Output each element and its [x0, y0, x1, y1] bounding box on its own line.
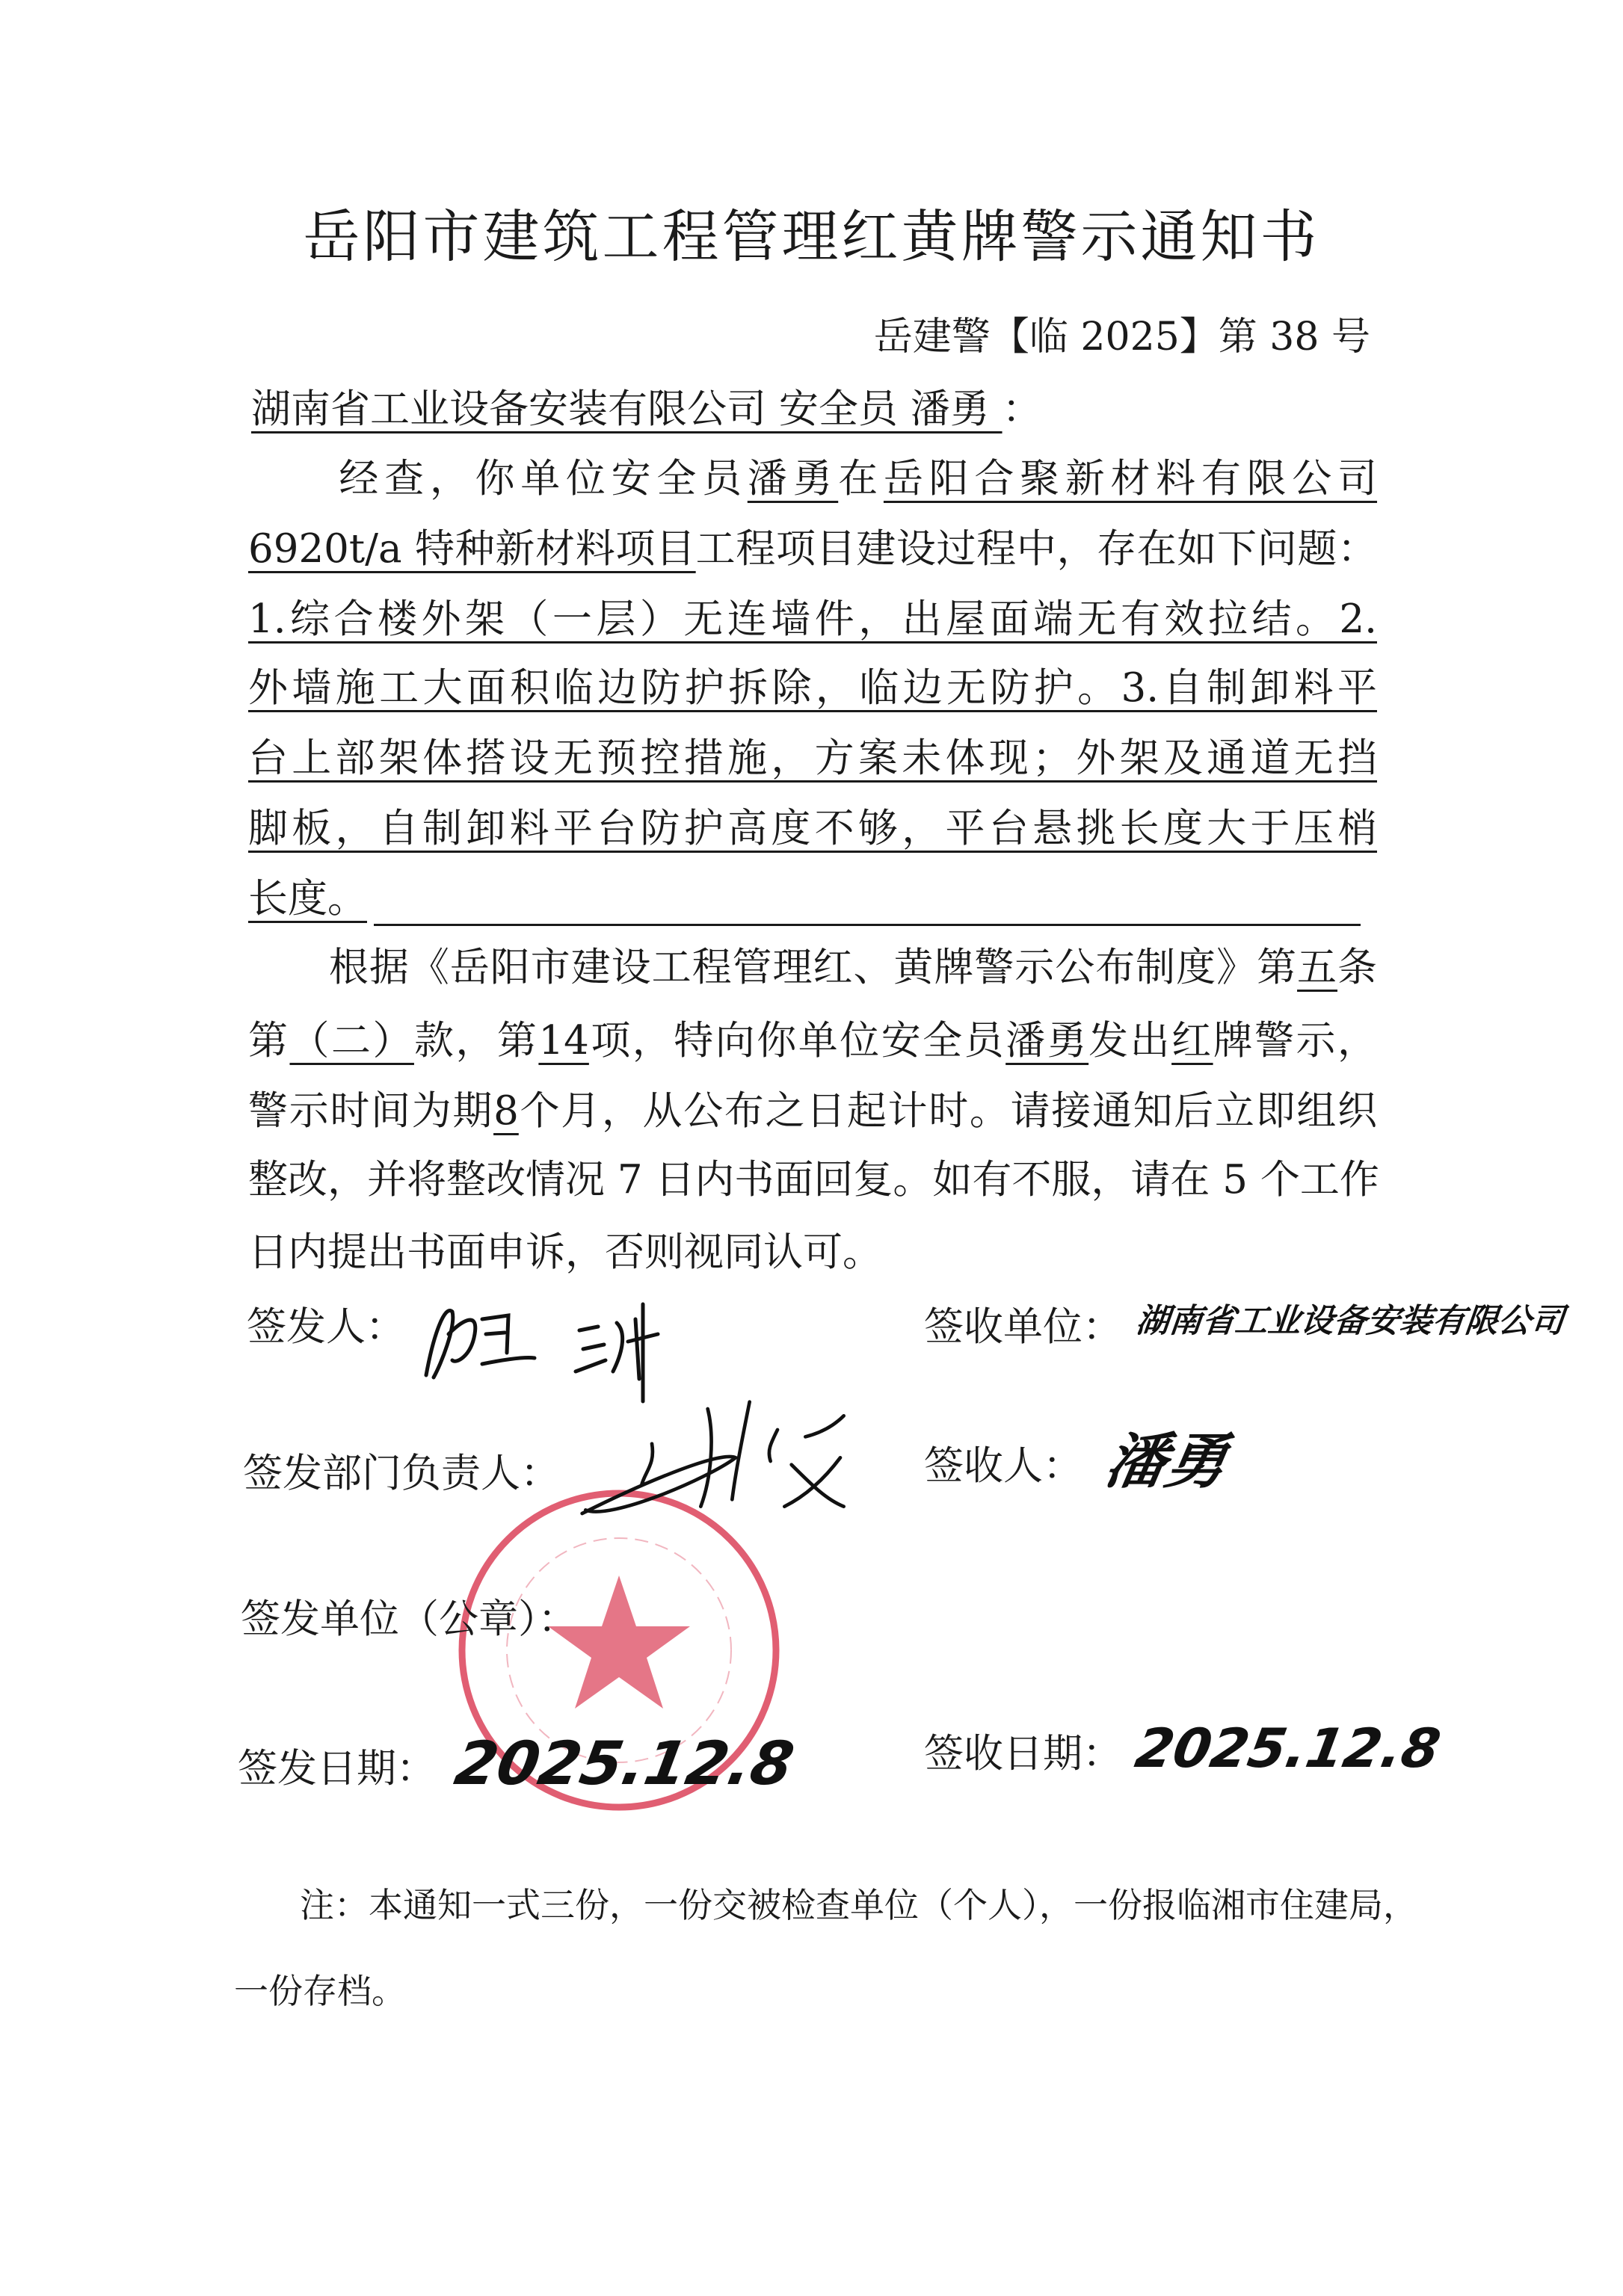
recipient-handwritten: 潘勇: [1100, 1427, 1233, 1496]
trailing-underline: [374, 924, 1361, 926]
note-line-2: 一份存档。: [234, 1971, 406, 2011]
text-segment: 警示时间为期: [248, 1088, 494, 1134]
text-segment: 第: [248, 1018, 290, 1064]
filled-blank: 8: [493, 1088, 519, 1134]
text-segment: 日内提出书面申诉，否则视同认可。: [248, 1229, 882, 1275]
text-line: [248, 1015, 1377, 1067]
issuer-label: 签发人：: [247, 1304, 405, 1350]
document-title: 岳阳市建筑工程管理红黄牌警示通知书: [303, 203, 1320, 270]
text-line: [248, 1085, 1377, 1138]
text-segment: 发出: [1088, 1018, 1172, 1064]
text-segment: 经查，你单位安全员: [248, 456, 748, 502]
text-line: [248, 593, 1377, 646]
text-segment: 款，第: [413, 1018, 539, 1064]
receive-date-label: 签收日期：: [924, 1731, 1122, 1777]
receiving-unit-handwritten: 湖南省工业设备安装有限公司: [1134, 1302, 1566, 1340]
document-number: 岳建警【临 2025】第 38 号: [873, 315, 1370, 359]
filled-blank: （二）: [289, 1018, 414, 1064]
issue-date-label: 签发日期：: [238, 1746, 436, 1792]
filled-blank: 脚板，自制卸料平台防护高度不够，平台悬挑长度大于压梢: [248, 806, 1377, 851]
addressee-colon: ：: [1002, 386, 1042, 432]
filled-blank: 14: [538, 1018, 589, 1064]
recipient-label: 签收人：: [924, 1443, 1082, 1489]
addressee-name: 湖南省工业设备安装有限公司 安全员 潘勇: [251, 386, 1003, 432]
text-segment: 条: [1337, 945, 1378, 990]
text-line: [248, 1226, 882, 1279]
text-line: [248, 453, 1377, 505]
issuer-signature: [419, 1289, 703, 1401]
filled-blank: 台上部架体搭设无预控措施，方案未体现；外架及通道无挡: [248, 735, 1377, 781]
filled-blank: 1.综合楼外架（一层）无连墙件，出屋面端无有效拉结。2.: [248, 596, 1377, 642]
issuing-unit-label: 签发单位（公章）：: [241, 1596, 578, 1642]
text-line: [248, 523, 1377, 575]
text-segment: 牌警示，: [1213, 1018, 1378, 1064]
text-segment: 个月，从公布之日起计时。请接通知后立即组织: [518, 1088, 1378, 1134]
dept-head-signature: [568, 1390, 882, 1532]
text-line: [248, 942, 1377, 994]
filled-blank: 岳阳合聚新材料有限公司: [883, 456, 1378, 502]
text-segment: 在: [838, 456, 884, 502]
filled-blank: 外墙施工大面积临边防护拆除，临边无防护。3.自制卸料平: [248, 665, 1377, 711]
text-line: [248, 873, 367, 925]
text-segment: 工程项目建设过程中，存在如下问题：: [695, 526, 1377, 572]
issue-date-handwritten: 2025.12.8: [449, 1729, 799, 1798]
addressee-line: [251, 383, 1042, 436]
receiving-unit-label: 签收单位：: [924, 1304, 1122, 1350]
text-segment: 项，特向你单位安全员: [588, 1018, 1006, 1064]
dept-head-label: 签发部门负责人：: [243, 1451, 560, 1496]
text-segment: 整改，并将整改情况 7 日内书面回复。如有不服，请在 5 个工作: [248, 1157, 1379, 1203]
filled-blank: 6920t/a 特种新材料项目: [248, 526, 696, 572]
text-line: [248, 732, 1377, 785]
text-segment: 根据《岳阳市建设工程管理红、黄牌警示公布制度》第: [248, 945, 1298, 990]
filled-blank: 潘勇: [1005, 1018, 1089, 1064]
filled-blank: 五: [1297, 945, 1338, 990]
note-line-1: 注：本通知一式三份，一份交被检查单位（个人），一份报临湘市住建局，: [300, 1885, 1417, 1925]
text-line: [248, 662, 1377, 715]
receive-date-handwritten: 2025.12.8: [1130, 1717, 1445, 1780]
filled-blank: 长度。: [248, 876, 367, 922]
filled-blank: 红: [1171, 1018, 1213, 1064]
filled-blank: 潘勇: [747, 456, 839, 502]
text-line: [248, 803, 1377, 855]
text-line: [248, 1154, 1377, 1206]
